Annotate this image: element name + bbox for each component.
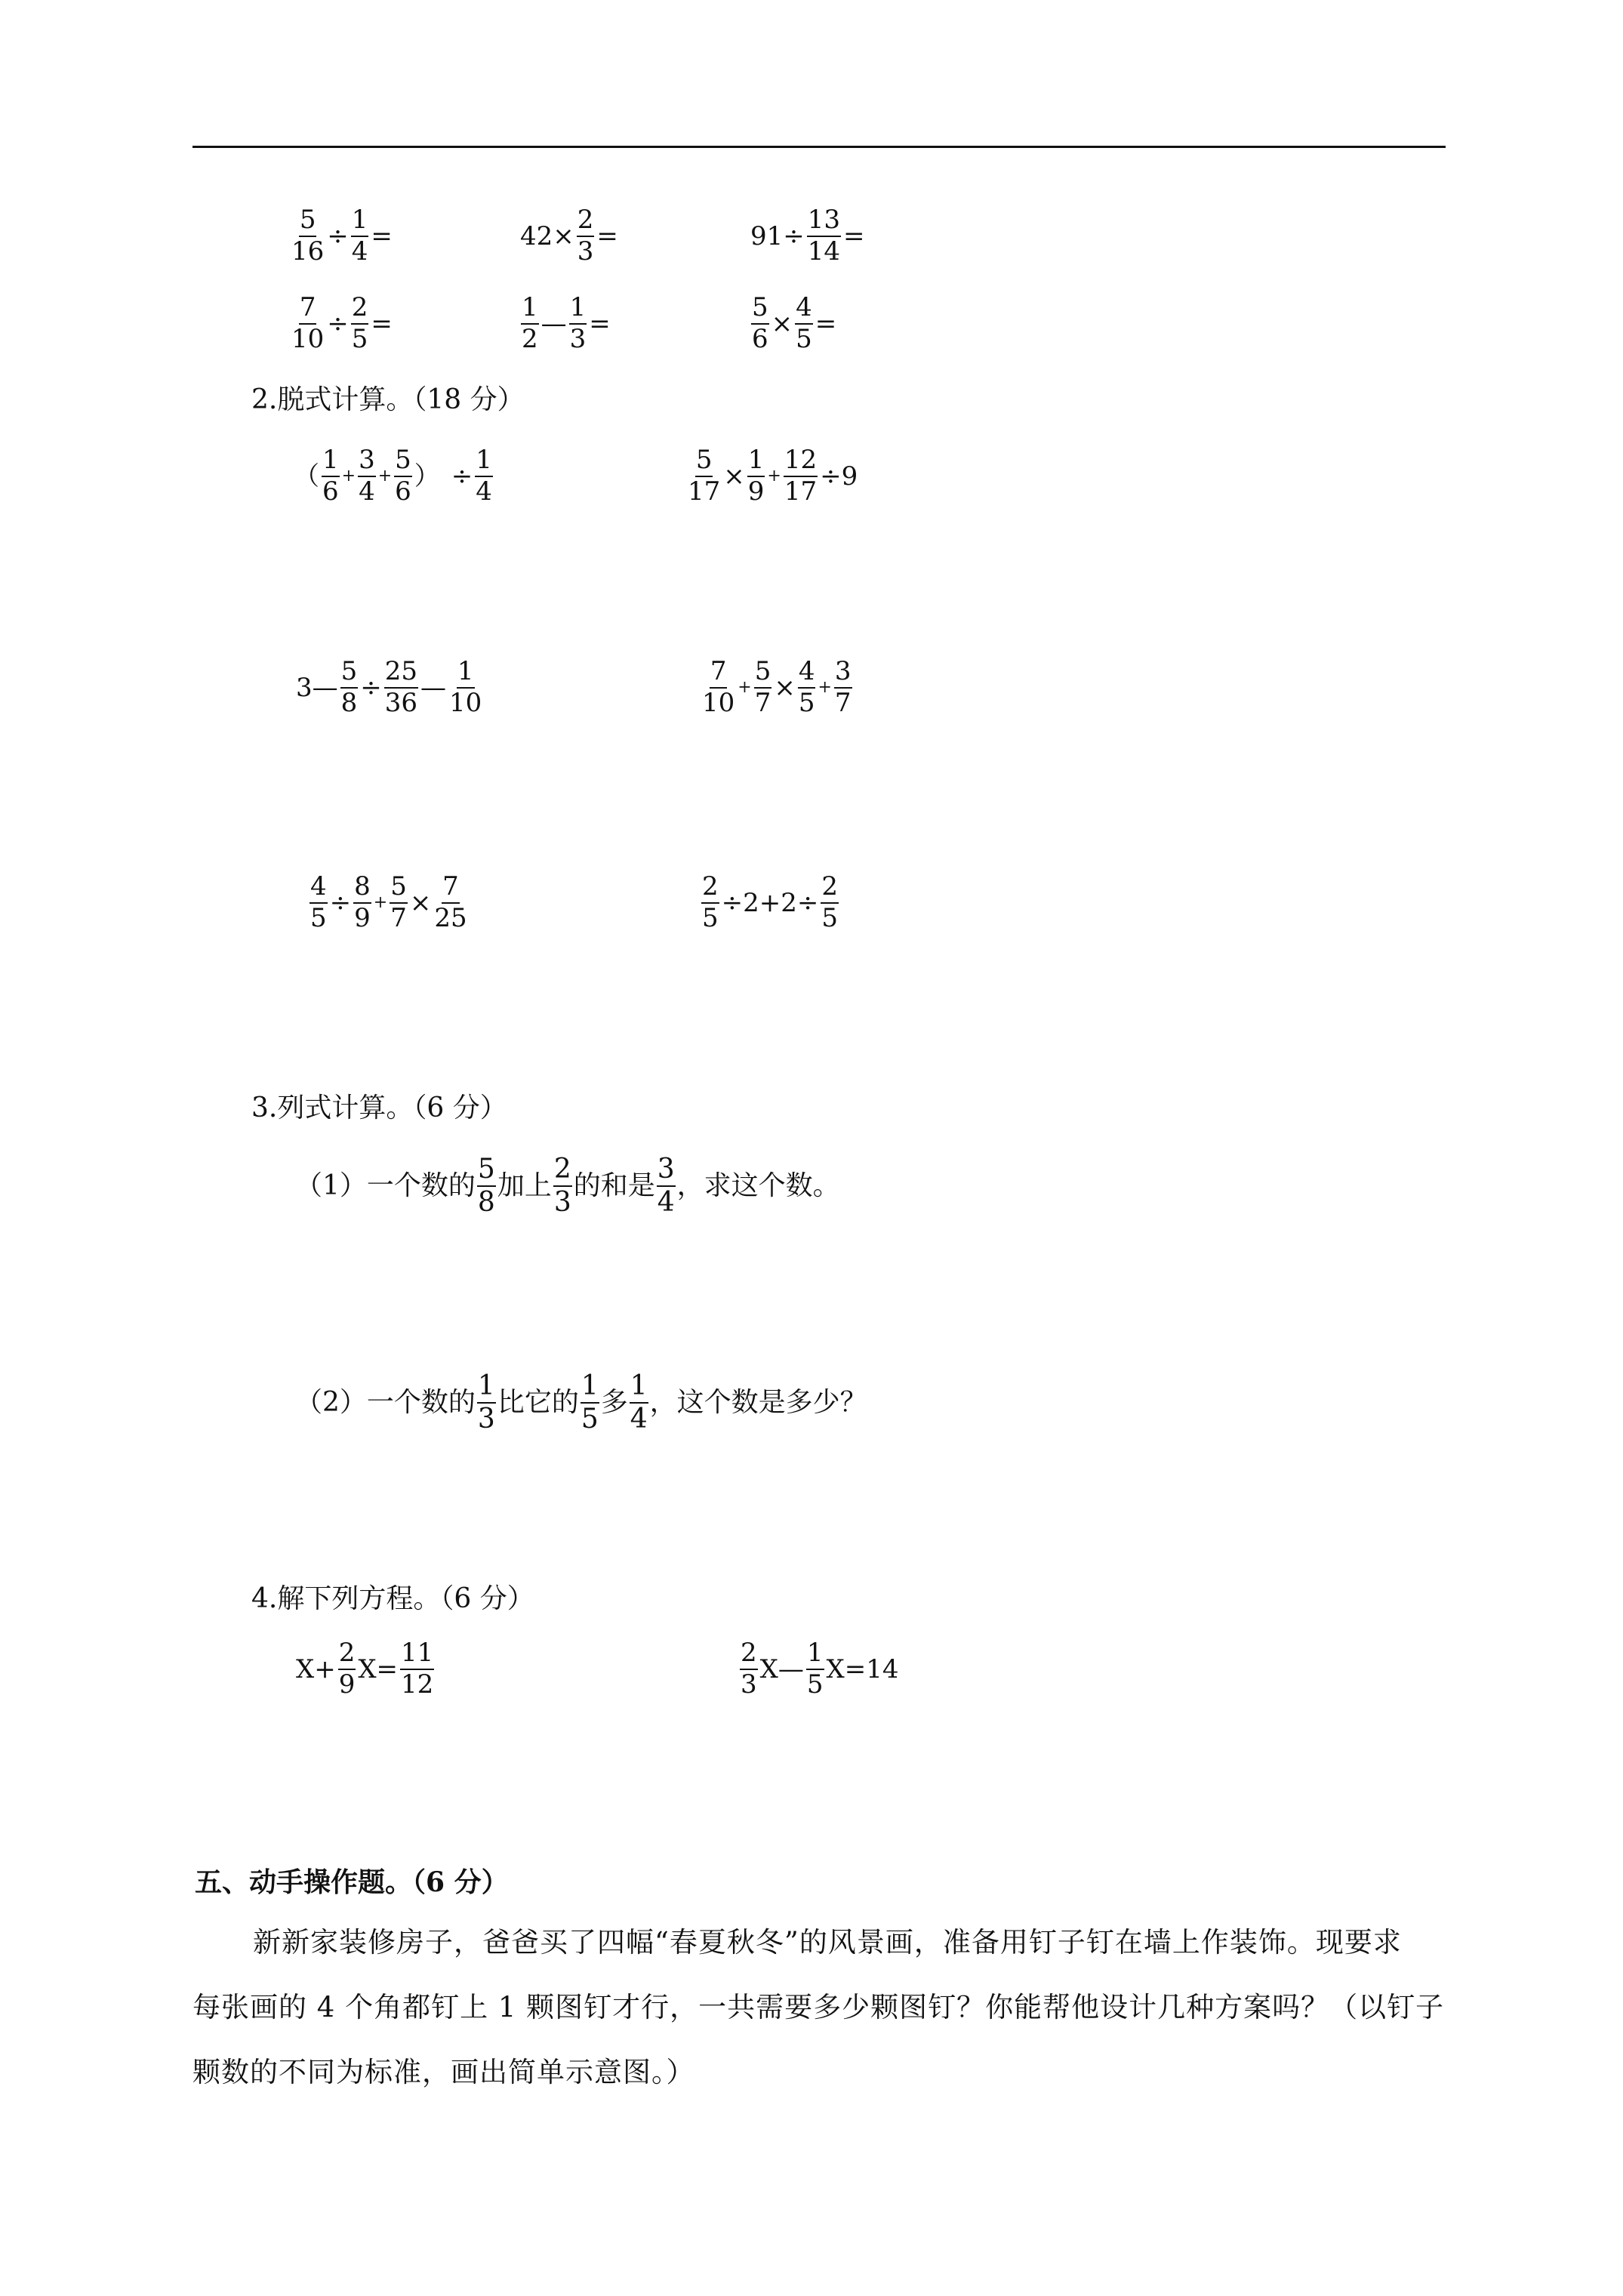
q2-expr-1: （ $\frac{1}{6}$ + $\frac{3}{4}$ + $\frac{5}{6}$ ） ÷ $\frac{1}{4}$ [294,445,492,507]
section5-paragraph: 新新家装修房子，爸爸买了四幅“春夏秋冬”的风景画，准备用钉子钉在墙上作装饰。现要求 每张画的 4 个角都钉上 1 颗图钉才行，一共需要多少颗图钉？你能帮他设计几种方案吗？（以钉子 颗数的不同为标准，画出简单示意图。） [192,1926,1445,2088]
calc-91-div-13-14: 91÷ $\frac{13}{14}$ = [750,205,865,267]
fraction: $\frac{1}{2}$ [522,292,538,354]
fraction: $\frac{1}{6}$ [322,445,339,507]
fraction: $\frac{8}{9}$ [354,871,371,933]
equation-2: $\frac{2}{3}$ X— $\frac{1}{5}$ X=14 [741,1638,899,1700]
fraction: $\frac{1}{9}$ [747,445,765,507]
q2-heading: 2.脱式计算。（18 分） [251,384,525,415]
fraction: $\frac{2}{3}$ [577,205,594,267]
fraction: $\frac{1}{4}$ [630,1370,648,1435]
fraction: $\frac{5}{8}$ [477,1154,495,1218]
q2-expr-5: $\frac{4}{5}$ ÷ $\frac{8}{9}$ + $\frac{5}{7}$ × $\frac{7}{25}$ [310,871,467,933]
fraction: $\frac{5}{16}$ [291,205,325,267]
fraction: $\frac{2}{5}$ [351,292,368,354]
fraction: $\frac{2}{5}$ [821,871,839,933]
fraction: $\frac{11}{12}$ [401,1638,434,1700]
fraction: $\frac{2}{5}$ [702,871,719,933]
fraction: $\frac{3}{7}$ [834,656,852,718]
fraction: $\frac{3}{4}$ [657,1154,675,1218]
fraction: $\frac{4}{5}$ [796,292,812,354]
fraction: $\frac{1}{4}$ [476,445,492,507]
fraction: $\frac{7}{10}$ [702,656,735,718]
fraction: $\frac{5}{6}$ [395,445,411,507]
q3-item-1: （1）一个数的 $\frac{5}{8}$ 加上 $\frac{2}{3}$ 的和是 $\frac{3}{4}$ ，求这个数。 [295,1154,840,1218]
fraction: $\frac{12}{17}$ [784,445,818,507]
calc-42-times-2-3: 42× $\frac{2}{3}$ = [520,205,618,267]
q2-expr-3: 3— $\frac{5}{8}$ ÷ $\frac{25}{36}$ — $\frac{1}{10}$ [296,656,482,718]
q3-item-2: （2）一个数的 $\frac{1}{3}$ 比它的 $\frac{1}{5}$ 多 $\frac{1}{4}$ ，这个数是多少？ [295,1370,867,1435]
calc-5-16-div-1-4: $\frac{5}{16}$ ÷ $\frac{1}{4}$ = [291,205,393,267]
q2-expr-2: $\frac{5}{17}$ × $\frac{1}{9}$ + $\frac{12}{17}$ ÷9 [688,445,858,507]
fraction: $\frac{1}{10}$ [449,656,482,718]
equation-1: X+ $\frac{2}{9}$ X= $\frac{11}{12}$ [296,1638,434,1700]
fraction: $\frac{1}{5}$ [806,1638,824,1700]
fraction: $\frac{2}{3}$ [553,1154,571,1218]
fraction: $\frac{5}{17}$ [688,445,721,507]
fraction: $\frac{1}{4}$ [351,205,368,267]
fraction: $\frac{4}{5}$ [310,871,327,933]
fraction: $\frac{3}{4}$ [359,445,375,507]
fraction: $\frac{7}{25}$ [434,871,467,933]
fraction: $\frac{1}{3}$ [477,1370,495,1435]
fraction: $\frac{7}{10}$ [291,292,325,354]
fraction: $\frac{4}{5}$ [798,656,815,718]
fraction: $\frac{1}{3}$ [569,292,587,354]
fraction: $\frac{5}{7}$ [754,656,771,718]
section5-heading: 五、动手操作题。（6 分） [195,1866,509,1898]
header-rule [192,146,1446,148]
fraction: $\frac{13}{14}$ [807,205,841,267]
q3-heading: 3.列式计算。（6 分） [251,1093,507,1123]
calc-7-10-div-2-5: $\frac{7}{10}$ ÷ $\frac{2}{5}$ = [291,292,393,354]
calc-5-6-times-4-5: $\frac{5}{6}$ × $\frac{4}{5}$ = [752,292,837,354]
q4-heading: 4.解下列方程。（6 分） [251,1583,534,1614]
calc-1-2-minus-1-3: $\frac{1}{2}$ — $\frac{1}{3}$ = [522,292,611,354]
fraction: $\frac{2}{9}$ [338,1638,356,1700]
fraction: $\frac{25}{36}$ [384,656,418,718]
fraction: $\frac{5}{8}$ [340,656,358,718]
q2-expr-6: $\frac{2}{5}$ ÷2+2÷ $\frac{2}{5}$ [702,871,839,933]
fraction: $\frac{1}{5}$ [581,1370,599,1435]
q2-expr-4: $\frac{7}{10}$ + $\frac{5}{7}$ × $\frac{4}{5}$ + $\frac{3}{7}$ [702,656,852,718]
fraction: $\frac{5}{6}$ [752,292,768,354]
fraction: $\frac{5}{7}$ [390,871,407,933]
fraction: $\frac{2}{3}$ [741,1638,757,1700]
